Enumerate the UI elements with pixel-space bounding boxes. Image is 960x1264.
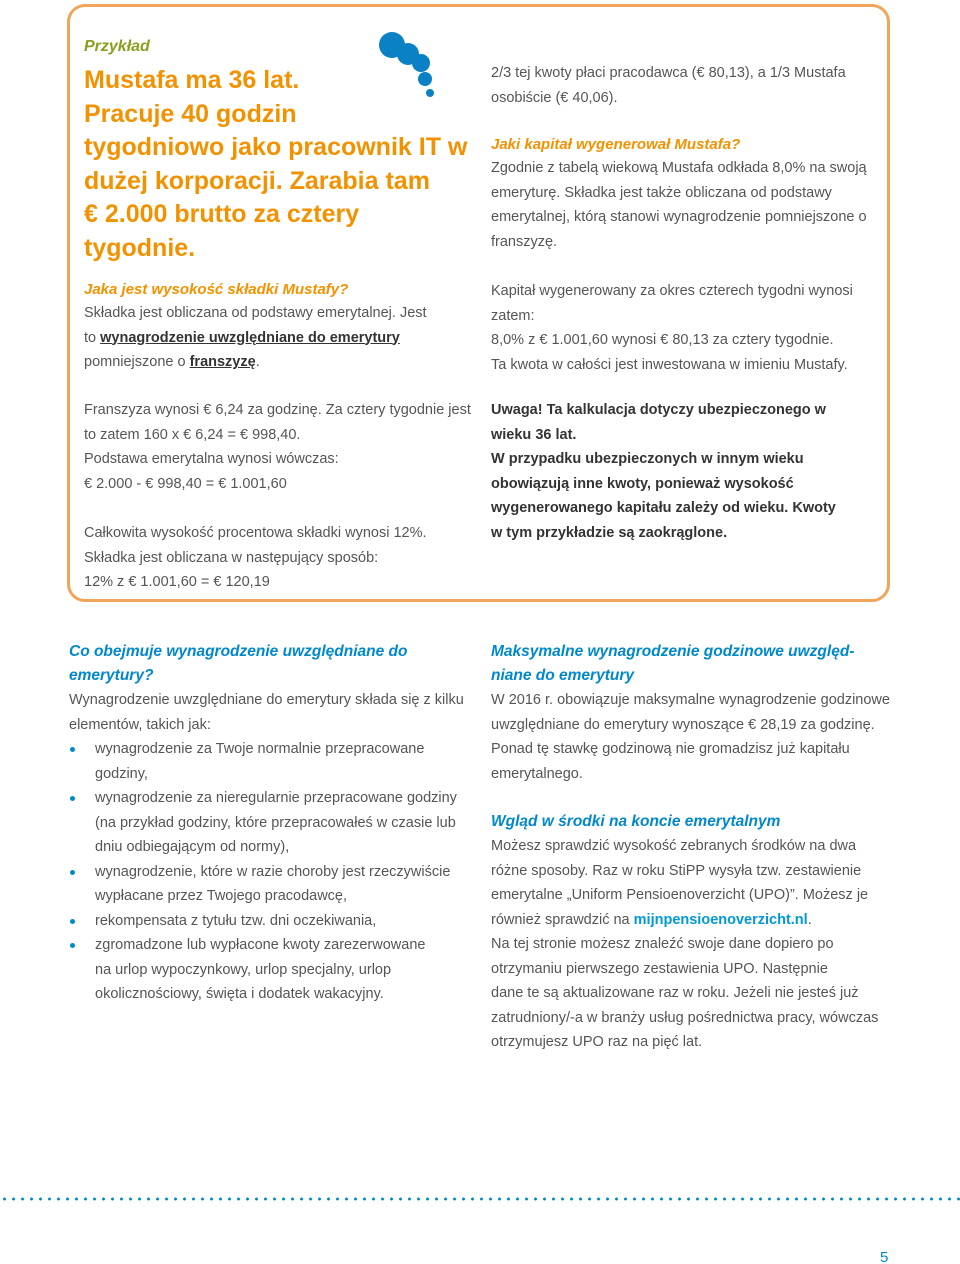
pension-overview-link[interactable]: mijnpensioenoverzicht.nl — [633, 911, 808, 928]
contribution-heading: Jaka jest wysokość składki Mustafy? — [84, 281, 349, 298]
capital-heading: Jaki kapitał wygenerował Mustafa? — [491, 136, 741, 153]
example-title: Mustafa ma 36 lat. Pracuje 40 godzin tygodniowo jako pracownik IT w dużej korporacji. Zarabia tam € 2.000 brutto za cztery tygodnie. — [84, 66, 468, 262]
franchise-calculation: Franszyza wynosi € 6,24 za godzinę. Za cztery tygodnie jest to zatem 160 x € 6,24 = € 998,40. Podstawa emerytalna wynosi wówczas: € 2.000 - € 998,40 = € 1.001,60 — [84, 402, 471, 492]
capital-question-text: Zgodnie z tabelą wiekową Mustafa odkłada 8,0% na swoją emeryturę. Składka jest także obliczana od podstawy emerytalnej, którą stanowi wynagrodzenie pomniejszone o franszyzę. — [491, 160, 867, 250]
list-item: wynagrodzenie, które w razie choroby jest rzeczywiście wypłacane przez Twojego pracodawcę, — [69, 860, 479, 909]
contribution-question — [84, 278, 479, 375]
account-insight-text: Możesz sprawdzić wysokość zebranych środków na dwa różne sposoby. Raz w roku StiPP wysyła tzw. zestawienie emerytalne „Uniform Pensioenoverzicht (UPO)”. Możesz je również sprawdzić na mijnpensioenoverzicht.nl. Na tej stronie możesz znaleźć swoje dane dopiero po otrzymaniu pierwszego zestawienia UPO. Następnie dane te są aktualizowane raz w roku. Jeżeli nie jesteś już zatrudniony/-a w branży usług pośrednictwa pracy, wówczas otrzymujesz UPO raz na pięć lat. — [491, 838, 879, 1050]
contribution-calculation: Całkowita wysokość procentowa składki wynosi 12%. Składka jest obliczana w następujący sposób: 12% z € 1.001,60 = € 120,19 — [84, 525, 427, 590]
contribution-text: Składka jest obliczana od podstawy emerytalnej. Jest to wynagrodzenie uwzględniane do emerytury pomniejszone o franszyzę. — [84, 305, 427, 370]
term-franchise: franszyzę — [189, 354, 256, 370]
max-wage-text: W 2016 r. obowiązuje maksymalne wynagrodzenie godzinowe uwzględniane do emerytury wynoszące € 28,19 za godzinę. Ponad tę stawkę godzinową nie gromadzisz już kapitału emerytalnego. — [491, 692, 890, 782]
capital-question — [491, 133, 881, 254]
dotted-divider — [0, 1196, 960, 1202]
term-pensionable-wage: wynagrodzenie uwzględniane do emerytury — [100, 329, 400, 346]
capital-result: Kapitał wygenerowany za okres czterech tygodni wynosi zatem: 8,0% z € 1.001,60 wynosi € 80,13 za cztery tygodnie. Ta kwota w całości jest inwestowana w imieniu Mustafy. — [491, 283, 853, 373]
page-number: 5 — [880, 1249, 889, 1264]
account-insight-heading: Wgląd w środki na koncie emerytalnym — [491, 813, 781, 830]
split-text: 2/3 tej kwoty płaci pracodawca (€ 80,13), a 1/3 Mustafa osobiście (€ 40,06). — [491, 65, 846, 106]
max-wage-heading: Maksymalne wynagrodzenie godzinowe uwzględ- niane do emerytury — [491, 643, 855, 684]
list-item: wynagrodzenie za nieregularnie przepracowane godziny (na przykład godziny, które przepracowałeś w czasie lub dniu odbiegającym od normy), — [69, 786, 479, 860]
max-wage-section — [491, 640, 890, 786]
list-item: zgromadzone lub wypłacone kwoty zarezerwowane na urlop wypoczynkowy, urlop specjalny, urlop okolicznościowy, święta i dodatek wakacyjny. — [69, 933, 479, 1007]
pensionable-wage-section — [69, 640, 479, 1007]
pensionable-wage-heading: Co obejmuje wynagrodzenie uwzględniane do emerytury? — [69, 643, 408, 684]
pensionable-wage-list — [69, 737, 479, 1007]
list-item: rekompensata z tytułu tzw. dni oczekiwania, — [69, 909, 479, 934]
example-label: Przykład — [84, 38, 150, 55]
list-item: wynagrodzenie za Twoje normalnie przepracowane godziny, — [69, 737, 479, 786]
account-insight-section — [491, 810, 881, 1055]
pensionable-wage-intro: Wynagrodzenie uwzględniane do emerytury składa się z kilku elementów, takich jak: — [69, 692, 464, 733]
note-block: Uwaga! Ta kalkulacja dotyczy ubezpieczonego w wieku 36 lat. W przypadku ubezpieczonych w innym wieku obowiązują inne kwoty, ponieważ wysokość wygenerowanego kapitału zależy od wieku. Kwoty w tym przykładzie są zaokrąglone. — [491, 402, 836, 541]
